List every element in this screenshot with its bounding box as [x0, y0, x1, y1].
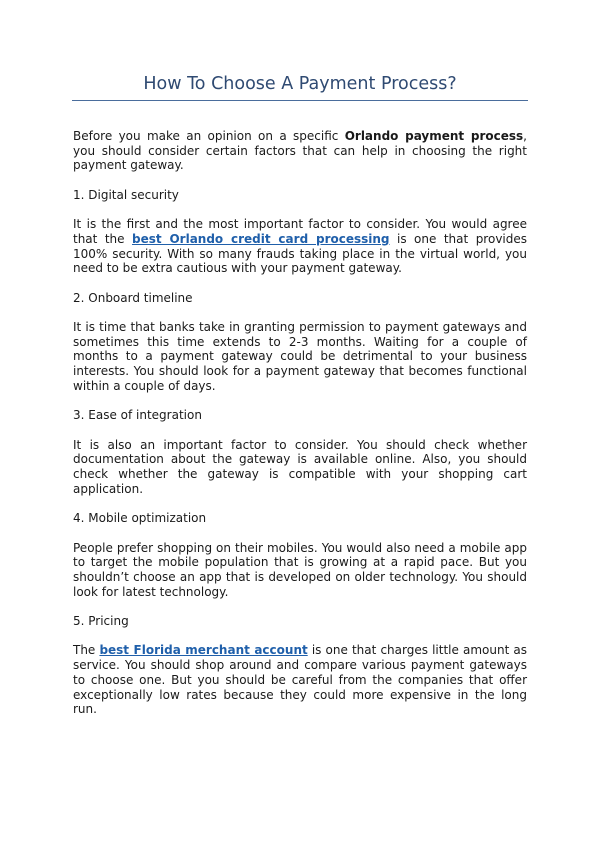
intro-text-start: Before you make an opinion on a specific	[73, 129, 345, 143]
intro-paragraph	[73, 129, 527, 173]
section-paragraph-ease-of-integration: It is also an important factor to consider. You should check whether documentation about the gateway is available online. Also, you should check whether the gateway is compatible with your shopping cart application.	[73, 437, 527, 496]
orlando-credit-card-processing-link[interactable]: best Orlando credit card processing	[132, 231, 390, 246]
pricing-text-end: is one that charges little amount as service. You should shop around and compare various payment gateways to choose one. But you should be careful from the companies that offer exceptionally low rates because they could more expensive in the long run.	[73, 643, 527, 717]
title-divider	[72, 100, 528, 101]
article-body	[73, 129, 527, 717]
digital-security-text-end: is one that provides 100% security. With so many frauds taking place in the virtual world, you need to be extra cautious with your payment gateway.	[73, 231, 528, 276]
pricing-text-start: The	[73, 643, 100, 658]
section-paragraph-mobile-optimization: People prefer shopping on their mobiles. You would also need a mobile app to target the mobile population that is growing at a rapid pace. But you shouldn’t choose an app that is developed on older technology. You should look for latest technology.	[73, 540, 527, 599]
intro-bold-phrase: Orlando payment process	[344, 129, 524, 143]
digital-security-text-start: It is the first and the most important factor to consider. You would agree that the	[73, 217, 527, 246]
intro-text-end: , you should consider certain factors that can help in choosing the right payment gateway.	[73, 129, 527, 173]
section-paragraph-pricing	[73, 643, 527, 717]
section-paragraph-onboard-timeline: It is time that banks take in granting permission to payment gateways and sometimes this time extends to 2-3 months. Waiting for a couple of months to a payment gateway could be detrimental to your business interests. You should look for a payment gateway that becomes functional within a couple of days.	[73, 320, 527, 393]
section-heading-digital-security: 1. Digital security	[73, 187, 179, 202]
section-heading-onboard-timeline: 2. Onboard timeline	[73, 290, 193, 305]
florida-merchant-account-link[interactable]: best Florida merchant account	[99, 643, 308, 658]
section-heading-mobile-optimization: 4. Mobile optimization	[73, 511, 207, 526]
section-heading-pricing: 5. Pricing	[73, 614, 129, 629]
section-paragraph-digital-security	[73, 217, 527, 276]
section-heading-ease-of-integration: 3. Ease of integration	[73, 408, 202, 423]
page-title: How To Choose A Payment Process?	[143, 74, 457, 94]
